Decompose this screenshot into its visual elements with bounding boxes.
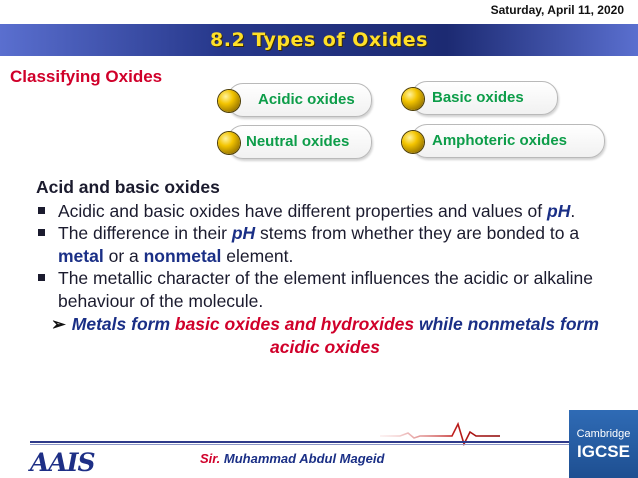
text-run: while nonmetals form xyxy=(414,314,599,334)
classify-heading: Classifying Oxides xyxy=(10,67,163,86)
igcse-label: IGCSE xyxy=(577,442,630,461)
author-credit xyxy=(200,451,384,466)
text-run: . xyxy=(570,200,576,221)
bullet-list xyxy=(36,200,626,313)
cambridge-label: Cambridge xyxy=(576,428,631,440)
pill-amphoteric-oxides xyxy=(411,124,605,158)
text-run: Metals form xyxy=(71,314,175,334)
pill-label: Acidic oxides xyxy=(258,91,355,108)
ph-term: pH xyxy=(231,223,256,243)
ph-term: pH xyxy=(547,200,571,221)
cambridge-igcse-badge xyxy=(569,410,638,478)
aais-logo: AAIS xyxy=(30,448,95,477)
text-run: element. xyxy=(221,245,294,266)
arrow-bullet-icon: ➢ xyxy=(51,314,66,334)
pill-label: Amphoteric oxides xyxy=(432,132,568,149)
list-item: The metallic character of the element influences the acidic or alkaline behaviour of the molecule. xyxy=(36,267,626,312)
highlight-text: basic oxides and hydroxides xyxy=(174,314,415,334)
pill-label: Basic oxides xyxy=(432,89,524,106)
author-name: Muhammad Abdul Mageid xyxy=(223,451,385,466)
slide-title: 8.2 Types of Oxides xyxy=(210,29,428,51)
conclusion xyxy=(36,313,626,358)
highlight-text: acidic oxides xyxy=(270,336,380,357)
pill-basic-oxides xyxy=(411,81,558,115)
list-item xyxy=(36,200,626,223)
section-heading: Acid and basic oxides xyxy=(36,177,220,197)
bullet-ball-icon xyxy=(218,132,240,154)
title-bar xyxy=(0,24,638,56)
text-run: or a xyxy=(103,245,144,266)
slide-date: Saturday, April 11, 2020 xyxy=(490,3,624,17)
text-run: Acidic and basic oxides have different properties and values of xyxy=(58,200,548,221)
pill-acidic-oxides xyxy=(227,83,372,117)
bullet-ball-icon xyxy=(402,88,424,110)
author-prefix: Sir. xyxy=(200,451,221,466)
pill-neutral-oxides xyxy=(227,125,372,159)
metal-term: metal xyxy=(58,245,104,266)
nonmetal-term: nonmetal xyxy=(143,245,222,266)
list-item xyxy=(36,222,626,267)
text-run: The difference in their xyxy=(58,223,232,243)
footer-divider xyxy=(30,441,570,443)
bullet-ball-icon xyxy=(402,131,424,153)
text-run: stems from whether they are bonded to a xyxy=(255,223,580,243)
footer-divider-thin xyxy=(30,444,570,445)
bullet-ball-icon xyxy=(218,90,240,112)
pill-label: Neutral oxides xyxy=(246,133,350,150)
content-body xyxy=(36,176,626,358)
